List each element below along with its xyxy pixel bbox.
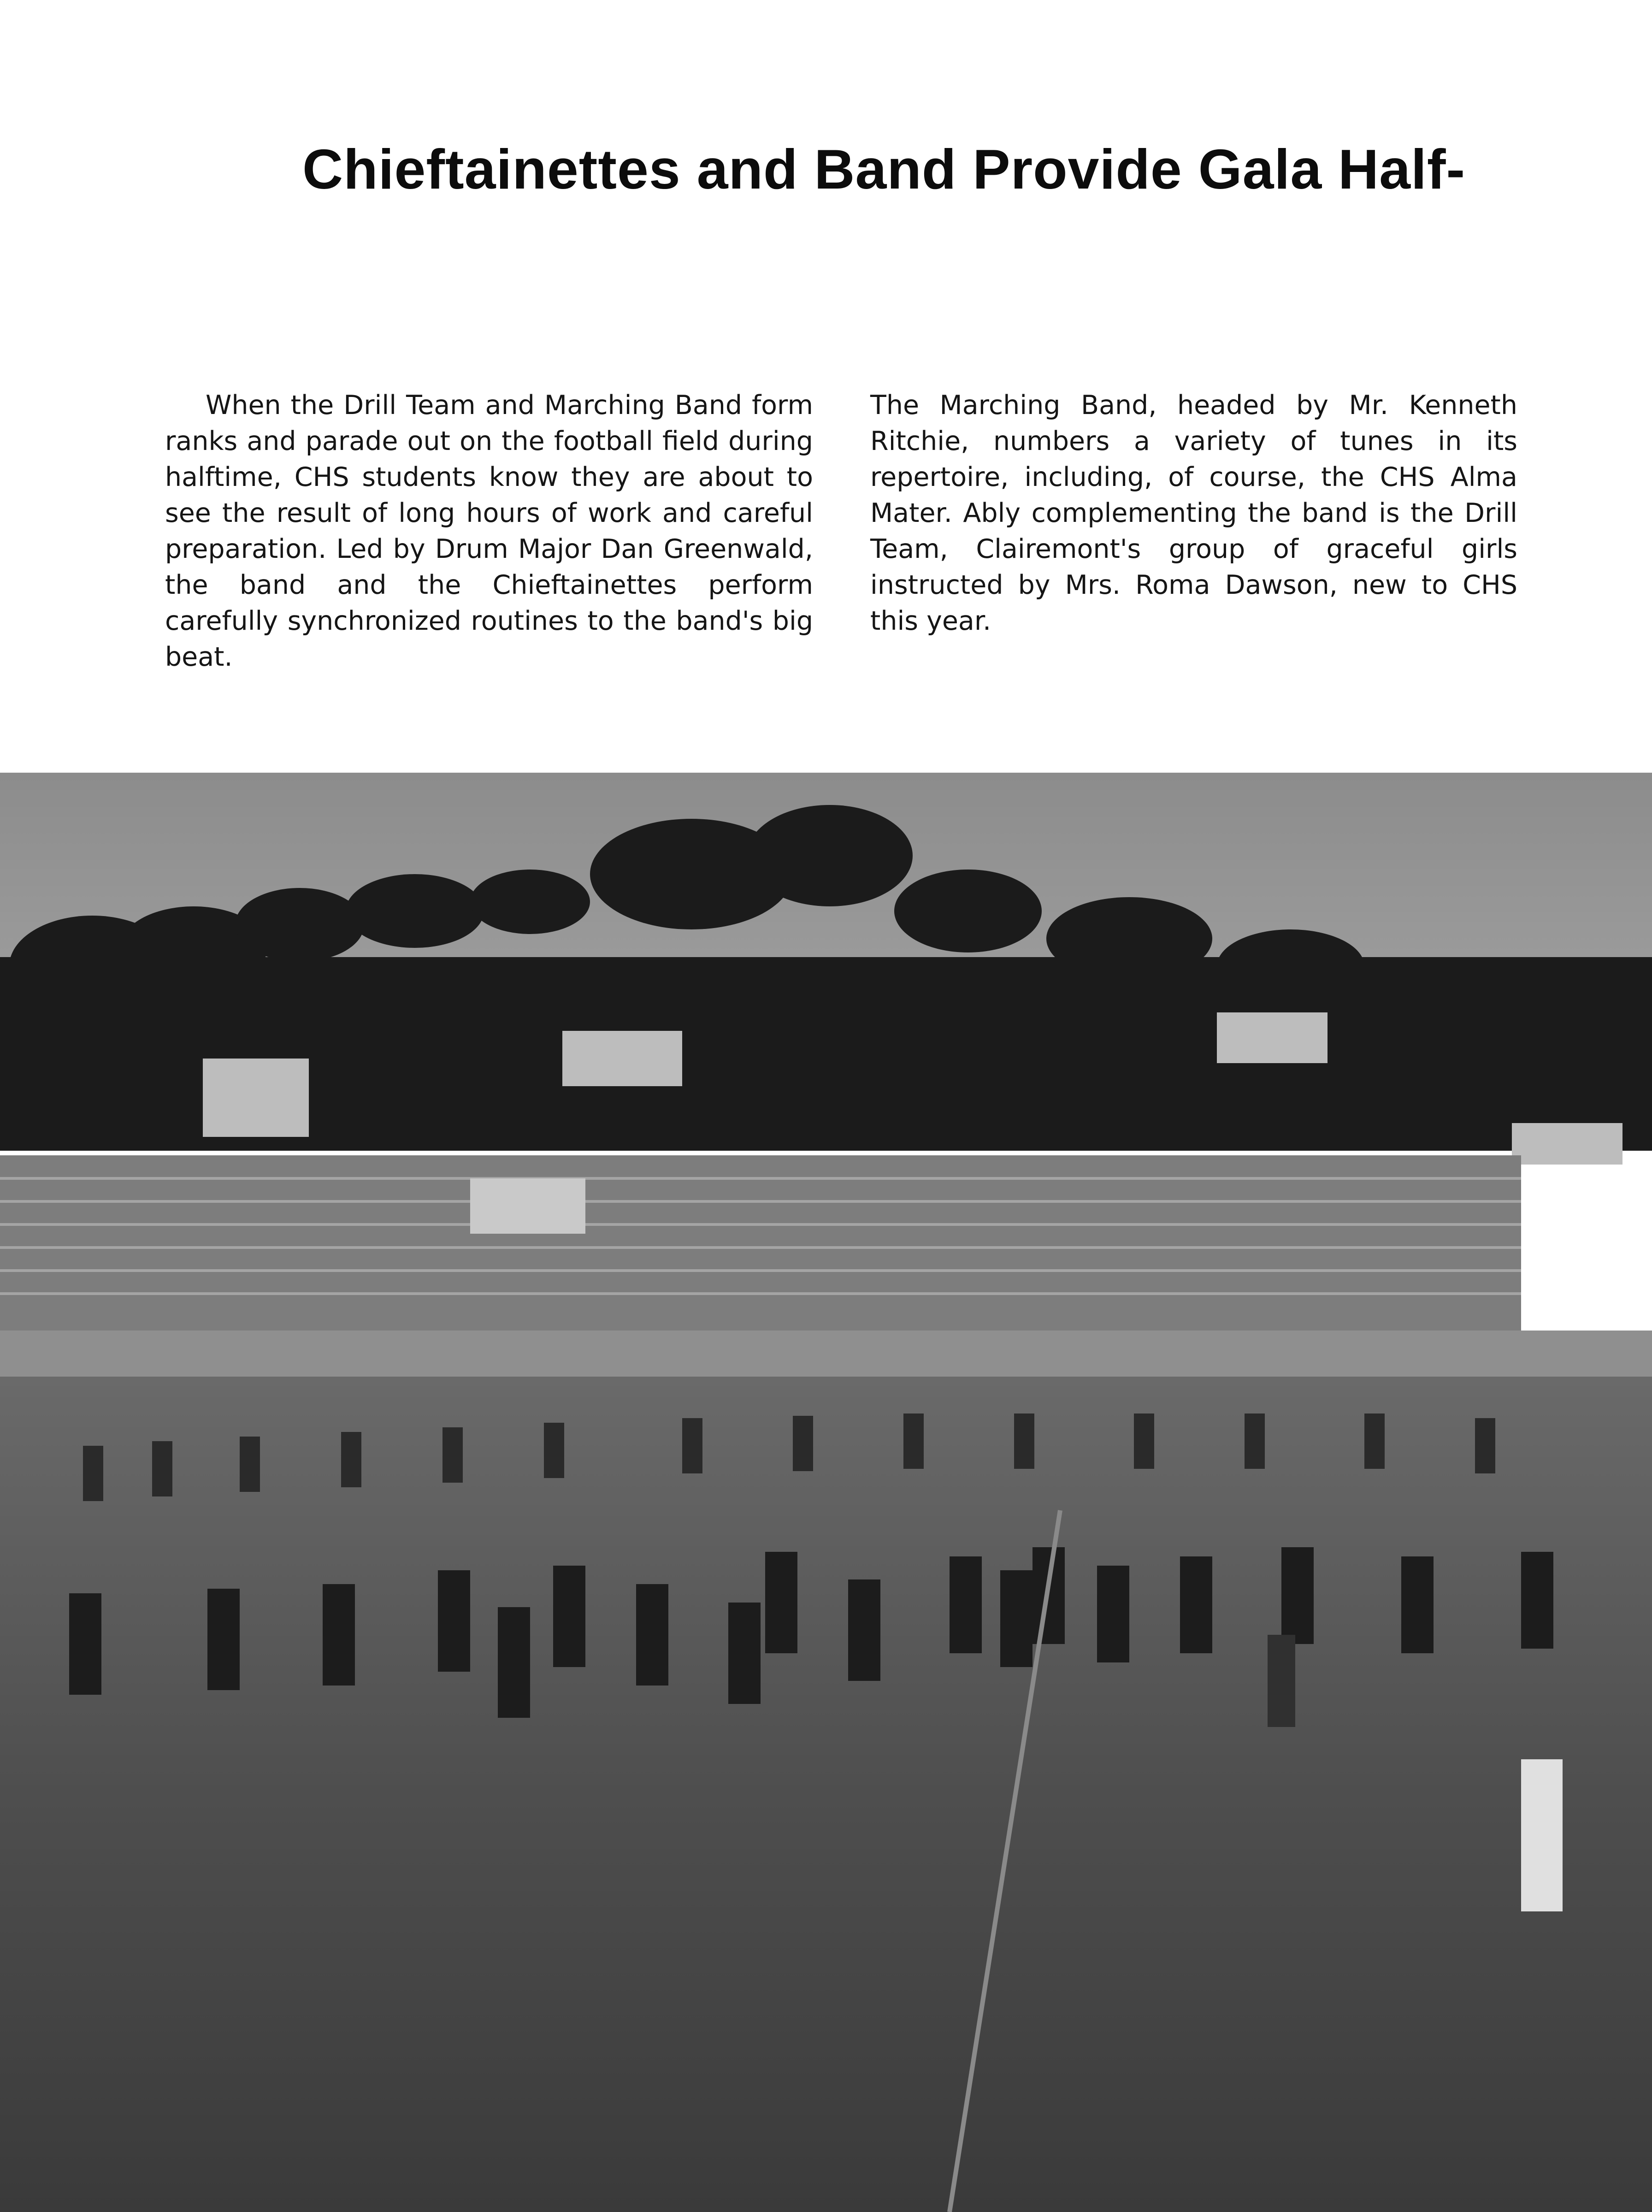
photo-drawing	[0, 773, 1652, 2212]
bleachers	[0, 1155, 1521, 1331]
drum-major	[1521, 1759, 1563, 1911]
body-text-left-column: When the Drill Team and Marching Band form ranks and parade out on the football field during halftime, CHS students know they are about to see the result of long hours of work and careful preparation. Led by Drum Major Dan Greenwald, the band and the Chieftainettes perform carefully synchronized routines to the band's big beat.	[165, 390, 813, 672]
page-title: Chieftainettes and Band Provide Gala Half-	[302, 138, 1466, 201]
majorette	[1268, 1635, 1295, 1727]
truck	[470, 1178, 585, 1234]
track	[0, 1331, 1652, 1377]
football-field	[0, 1377, 1652, 2212]
marching-band-photo	[0, 773, 1652, 2212]
body-text-right-column: The Marching Band, headed by Mr. Kenneth Ritchie, numbers a variety of tunes in its repertoire, including, of course, the CHS Alma Mater. Ably complementing the band is the Drill Team, Clairemont's group of graceful girls instructed by Mrs. Roma Dawson, new to CHS this year.	[870, 390, 1517, 636]
